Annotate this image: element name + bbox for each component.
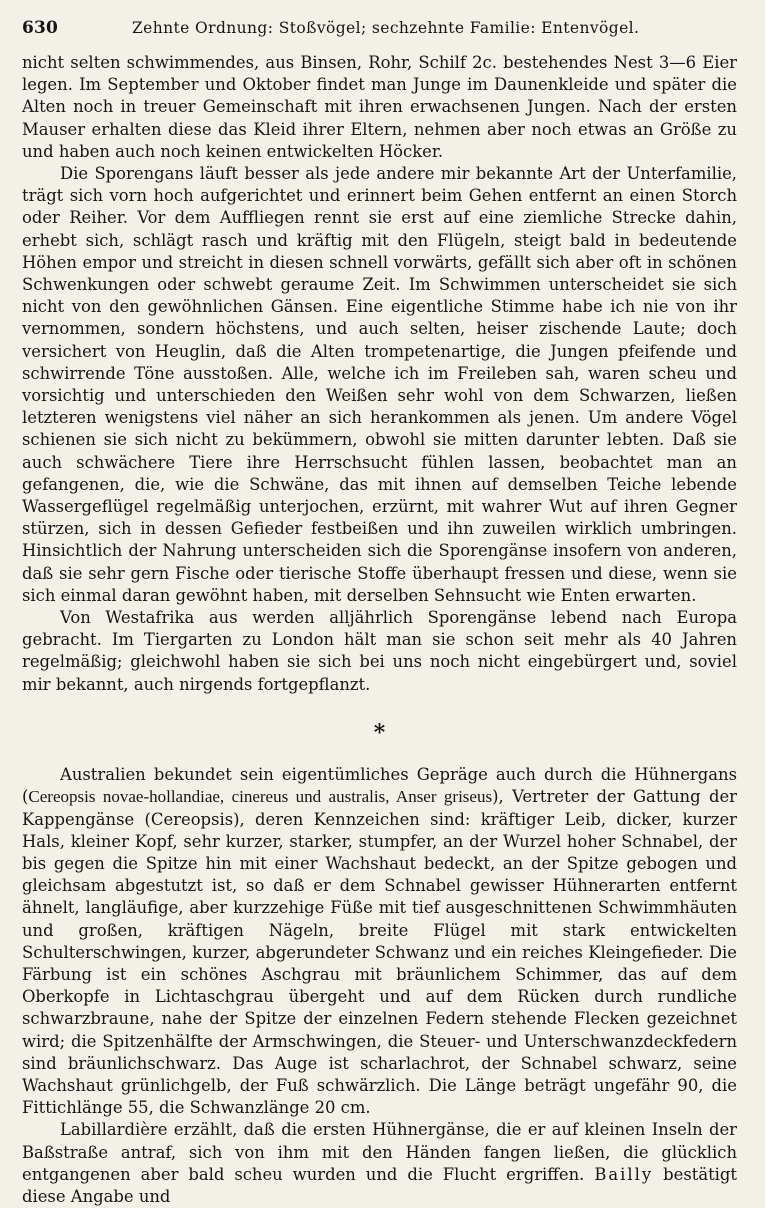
main-text [22,52,737,1208]
latin-species-names: Cereopsis novae-hollandiae, cinereus und australis, Anser griseus [28,787,493,807]
paragraph-sporengans-behavior: Die Sporengans läuft besser als jede andere mir bekannte Art der Unterfamilie, trägt sich vorn hoch aufgerichtet und erinnert beim Gehen entfernt an einen Storch oder Reiher. Vor dem Auffliegen rennt sie erst auf eine ziemliche Strecke dahin, erhebt sich, schlägt rasch und kräftig mit den Flügeln, steigt bald in bedeutende Höhen empor und streicht in diesen schnell vorwärts, gefällt sich aber oft in schönen Schwenkungen oder schwebt geraume Zeit. Im Schwimmen unterscheidet sie sich nicht von den gewöhnlichen Gänsen. Eine eigentliche Stimme habe ich nie von ihr vernommen, sondern höchstens, und auch selten, heiser zischende Laute; doch versichert von Heuglin, daß die Alten trompetenartige, die Jungen pfeifende und schwirrende Töne ausstoßen. Alle, welche ich im Freileben sah, waren scheu und vorsichtig und unterschieden den Weißen sehr wohl von dem Schwarzen, ließen letzteren wenigstens viel näher an sich herankommen als jenen. Um andere Vögel schienen sie sich nicht zu bekümmern, obwohl sie mitten darunter lebten. Daß sie auch schwächere Tiere ihre Herrschsucht fühlen lassen, beobachtet man an gefangenen, die, wie die Schwäne, das mit ihnen auf demselben Teiche lebende Wassergeflügel regelmäßig unterjochen, erzürnt, mit wahrer Wut auf ihren Gegner stürzen, sich in dessen Gefieder festbeißen und ihn zuweilen wirklich umbringen. Hinsichtlich der Nahrung unterscheiden sich die Sporengänse insofern von anderen, daß sie sehr gern Fische oder tierische Stoffe überhaupt fressen und diese, wenn sie sich einmal daran gewöhnt haben, mit derselben Sehnsucht wie Enten erwarten. [22,164,737,605]
paragraph-huehnergans-description [22,764,737,1119]
paragraph-huehnergans-observations [22,1119,737,1208]
page-number: 630 [22,18,59,38]
running-header [22,18,737,52]
author-name-bailly: Bailly [594,1164,654,1184]
paragraph-text-end: bestätigt diese Angabe und [22,1164,737,1206]
section-separator: * [373,719,386,746]
paragraph-text-start: Labillardière erzählt, daß die ersten Hühnergänse, die er auf kleinen Inseln der Baßstraße antraf, sich von ihm mit den Händen fangen ließen, die glücklich entgangenen aber bald scheu wurden und die Flucht ergriffen. [22,1120,737,1184]
paragraph-continued: nicht selten schwimmendes, aus Binsen, Rohr, Schilf 2c. bestehendes Nest 3—6 Eier legen. Im September und Oktober findet man Junge im Daunenkleide und später die Alten noch in treuer Gemeinschaft mit ihren erwachsenen Jungen. Nach der ersten Mauser erhalten diese das Kleid ihrer Eltern, nehmen aber noch etwas an Größe zu und haben auch noch keinen entwickelten Höcker. [22,53,737,161]
paragraph-text-rest: ), Vertreter der Gattung der Kappengänse (Cereopsis), deren Kennzeichen sind: kräftiger Leib, dicker, kurzer Hals, kleiner Kopf, sehr kurzer, starker, stumpfer, an der Wurzel hoher Schnabel, der bis gegen die Spitze hin mit einer Wachshaut bedeckt, an der Spitze gebogen und gleichsam abgestutzt ist, so daß er dem Schnabel gewisser Hühnerarten entfernt ähnelt, langläufige, aber kurzzehige Füße mit tief ausgeschnittenen Schwimmhäuten und großen, kräftigen Nägeln, breite Flügel mit stark entwickelten Schulterschwingen, kurzer, abgerundeter Schwanz und ein reiches Kleingefieder. Die Färbung ist ein schönes Aschgrau mit bräunlichem Schimmer, das auf dem Oberkopfe in Lichtaschgrau übergeht und auf dem Rücken durch rundliche schwarzbraune, nahe der Spitze der einzelnen Federn stehende Flecken gezeichnet wird; die Spitzenhälfte der Armschwingen, die Steuer- und Unterschwanzdeckfedern sind bräunlichschwarz. Das Auge ist scharlachrot, der Schnabel schwarz, seine Wachshaut grünlichgelb, der Fuß schwärzlich. Die Länge beträgt ungefähr 90, die Fittichlänge 55, die Schwanzlänge 20 cm. [22,787,737,1118]
paragraph-text-start: Australien bekundet sein eigentümliches Gepräge auch durch die Hühnergans ( [22,765,737,807]
paragraph-sporengans-captivity: Von Westafrika aus werden alljährlich Sporengänse lebend nach Europa gebracht. Im Tiergarten zu London hält man sie schon seit mehr als 40 Jahren regelmäßig; gleichwohl haben sie sich bei uns noch nicht eingebürgert und, soviel mir bekannt, auch nirgends fortgepflanzt. [22,608,737,694]
running-title: Zehnte Ordnung: Stoßvögel; sechzehnte Familie: Entenvögel. [132,19,640,37]
